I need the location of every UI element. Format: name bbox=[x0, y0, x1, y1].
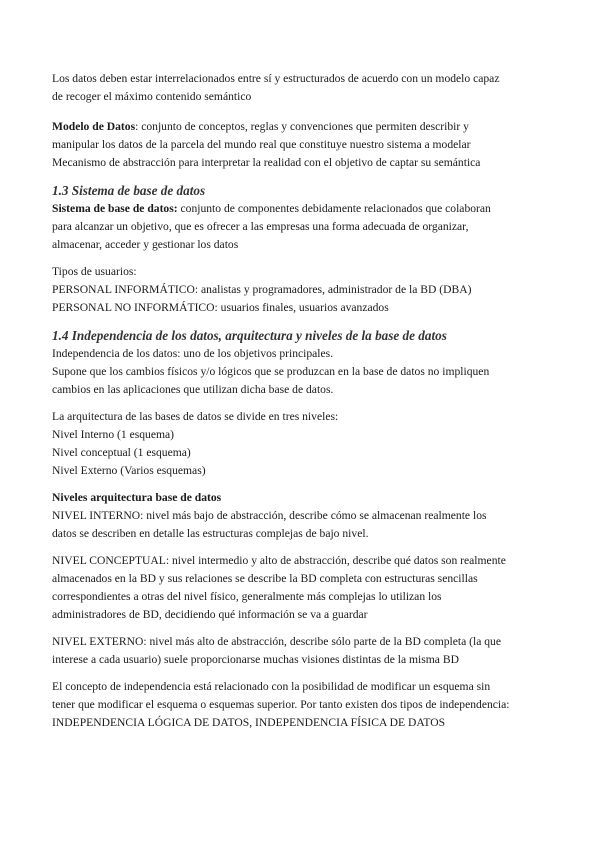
paragraph-independence-types bbox=[52, 678, 574, 732]
text-line: almacenar, acceder y gestionar los datos bbox=[52, 238, 239, 251]
section-heading-1-3: 1.3 Sistema de base de datos bbox=[52, 183, 206, 198]
paragraph-data-interrelation bbox=[52, 70, 574, 106]
text-line: interese a cada usuario) suele proporcionarse muchas visiones distintas de la misma BD bbox=[52, 653, 459, 666]
levels-title: Niveles arquitectura base de datos bbox=[52, 491, 222, 504]
term-definition: : conjunto de conceptos, reglas y convenciones que permiten describir y bbox=[135, 120, 469, 133]
text-line: de recoger el máximo contenido semántico bbox=[52, 90, 252, 103]
paragraph-architecture bbox=[52, 408, 574, 480]
text-line: NIVEL CONCEPTUAL: nivel intermedio y alto de abstracción, describe qué datos son realmente bbox=[52, 554, 506, 567]
text-line: Nivel Externo (Varios esquemas) bbox=[52, 464, 206, 477]
text-line: El concepto de independencia está relacionado con la posibilidad de modificar un esquema sin bbox=[52, 680, 491, 693]
text-line: para alcanzar un objetivo, que es ofrecer a las empresas una forma adecuada de organizar, bbox=[52, 220, 469, 233]
text-line: Nivel conceptual (1 esquema) bbox=[52, 446, 191, 459]
paragraph-nivel-interno bbox=[52, 489, 574, 543]
text-line: Los datos deben estar interrelacionados entre sí y estructurados de acuerdo con un modelo capaz bbox=[52, 72, 500, 85]
paragraph-nivel-externo bbox=[52, 633, 574, 669]
text-line bbox=[52, 489, 574, 507]
term-sistema-de-base-de-datos: Sistema de base de datos: bbox=[52, 202, 178, 215]
paragraph-nivel-conceptual bbox=[52, 552, 574, 624]
term-modelo-de-datos: Modelo de Datos bbox=[52, 120, 136, 133]
text-line: manipular los datos de la parcela del mundo real que constituye nuestro sistema a modelar bbox=[52, 138, 471, 151]
text-line: Supone que los cambios físicos y/o lógicos que se produzcan en la base de datos no impliquen bbox=[52, 365, 490, 378]
text-line: Tipos de usuarios: bbox=[52, 265, 137, 278]
text-line: PERSONAL NO INFORMÁTICO: usuarios finales, usuarios avanzados bbox=[52, 301, 389, 314]
document-page bbox=[52, 70, 574, 741]
paragraph-data-model bbox=[52, 118, 574, 172]
text-line: Mecanismo de abstracción para interpretar la realidad con el objetivo de captar su semántica bbox=[52, 156, 481, 169]
term-definition: conjunto de componentes debidamente relacionados que colaboran bbox=[177, 202, 491, 215]
text-line: Nivel Interno (1 esquema) bbox=[52, 428, 175, 441]
text-line: administradores de BD, decidiendo qué información se va a guardar bbox=[52, 608, 368, 621]
text-line: INDEPENDENCIA LÓGICA DE DATOS, INDEPENDENCIA FÍSICA DE DATOS bbox=[52, 716, 446, 729]
text-line bbox=[52, 118, 574, 136]
text-line: PERSONAL INFORMÁTICO: analistas y programadores, administrador de la BD (DBA) bbox=[52, 283, 472, 296]
text-line: NIVEL INTERNO: nivel más bajo de abstracción, describe cómo se almacenan realmente los bbox=[52, 509, 487, 522]
paragraph-independencia bbox=[52, 345, 574, 399]
text-line: Independencia de los datos: uno de los objetivos principales. bbox=[52, 347, 334, 360]
text-line bbox=[52, 200, 574, 218]
paragraph-user-types bbox=[52, 263, 574, 317]
text-line: cambios en las aplicaciones que utilizan dicha base de datos. bbox=[52, 383, 334, 396]
text-line: datos se describen en detalle las estructuras complejas de bajo nivel. bbox=[52, 527, 369, 540]
paragraph-sistema-bd bbox=[52, 200, 574, 254]
text-line: correspondientes a otras del nivel físico, generalmente más complejas lo utilizan los bbox=[52, 590, 442, 603]
text-line: almacenados en la BD y sus relaciones se describe la BD completa con estructuras sencillas bbox=[52, 572, 478, 585]
text-line: NIVEL EXTERNO: nivel más alto de abstracción, describe sólo parte de la BD completa (la que bbox=[52, 635, 502, 648]
section-heading-1-4: 1.4 Independencia de los datos, arquitectura y niveles de la base de datos bbox=[52, 328, 447, 343]
text-line: La arquitectura de las bases de datos se divide en tres niveles: bbox=[52, 410, 339, 423]
text-line: tener que modificar el esquema o esquemas superior. Por tanto existen dos tipos de independencia: bbox=[52, 698, 510, 711]
